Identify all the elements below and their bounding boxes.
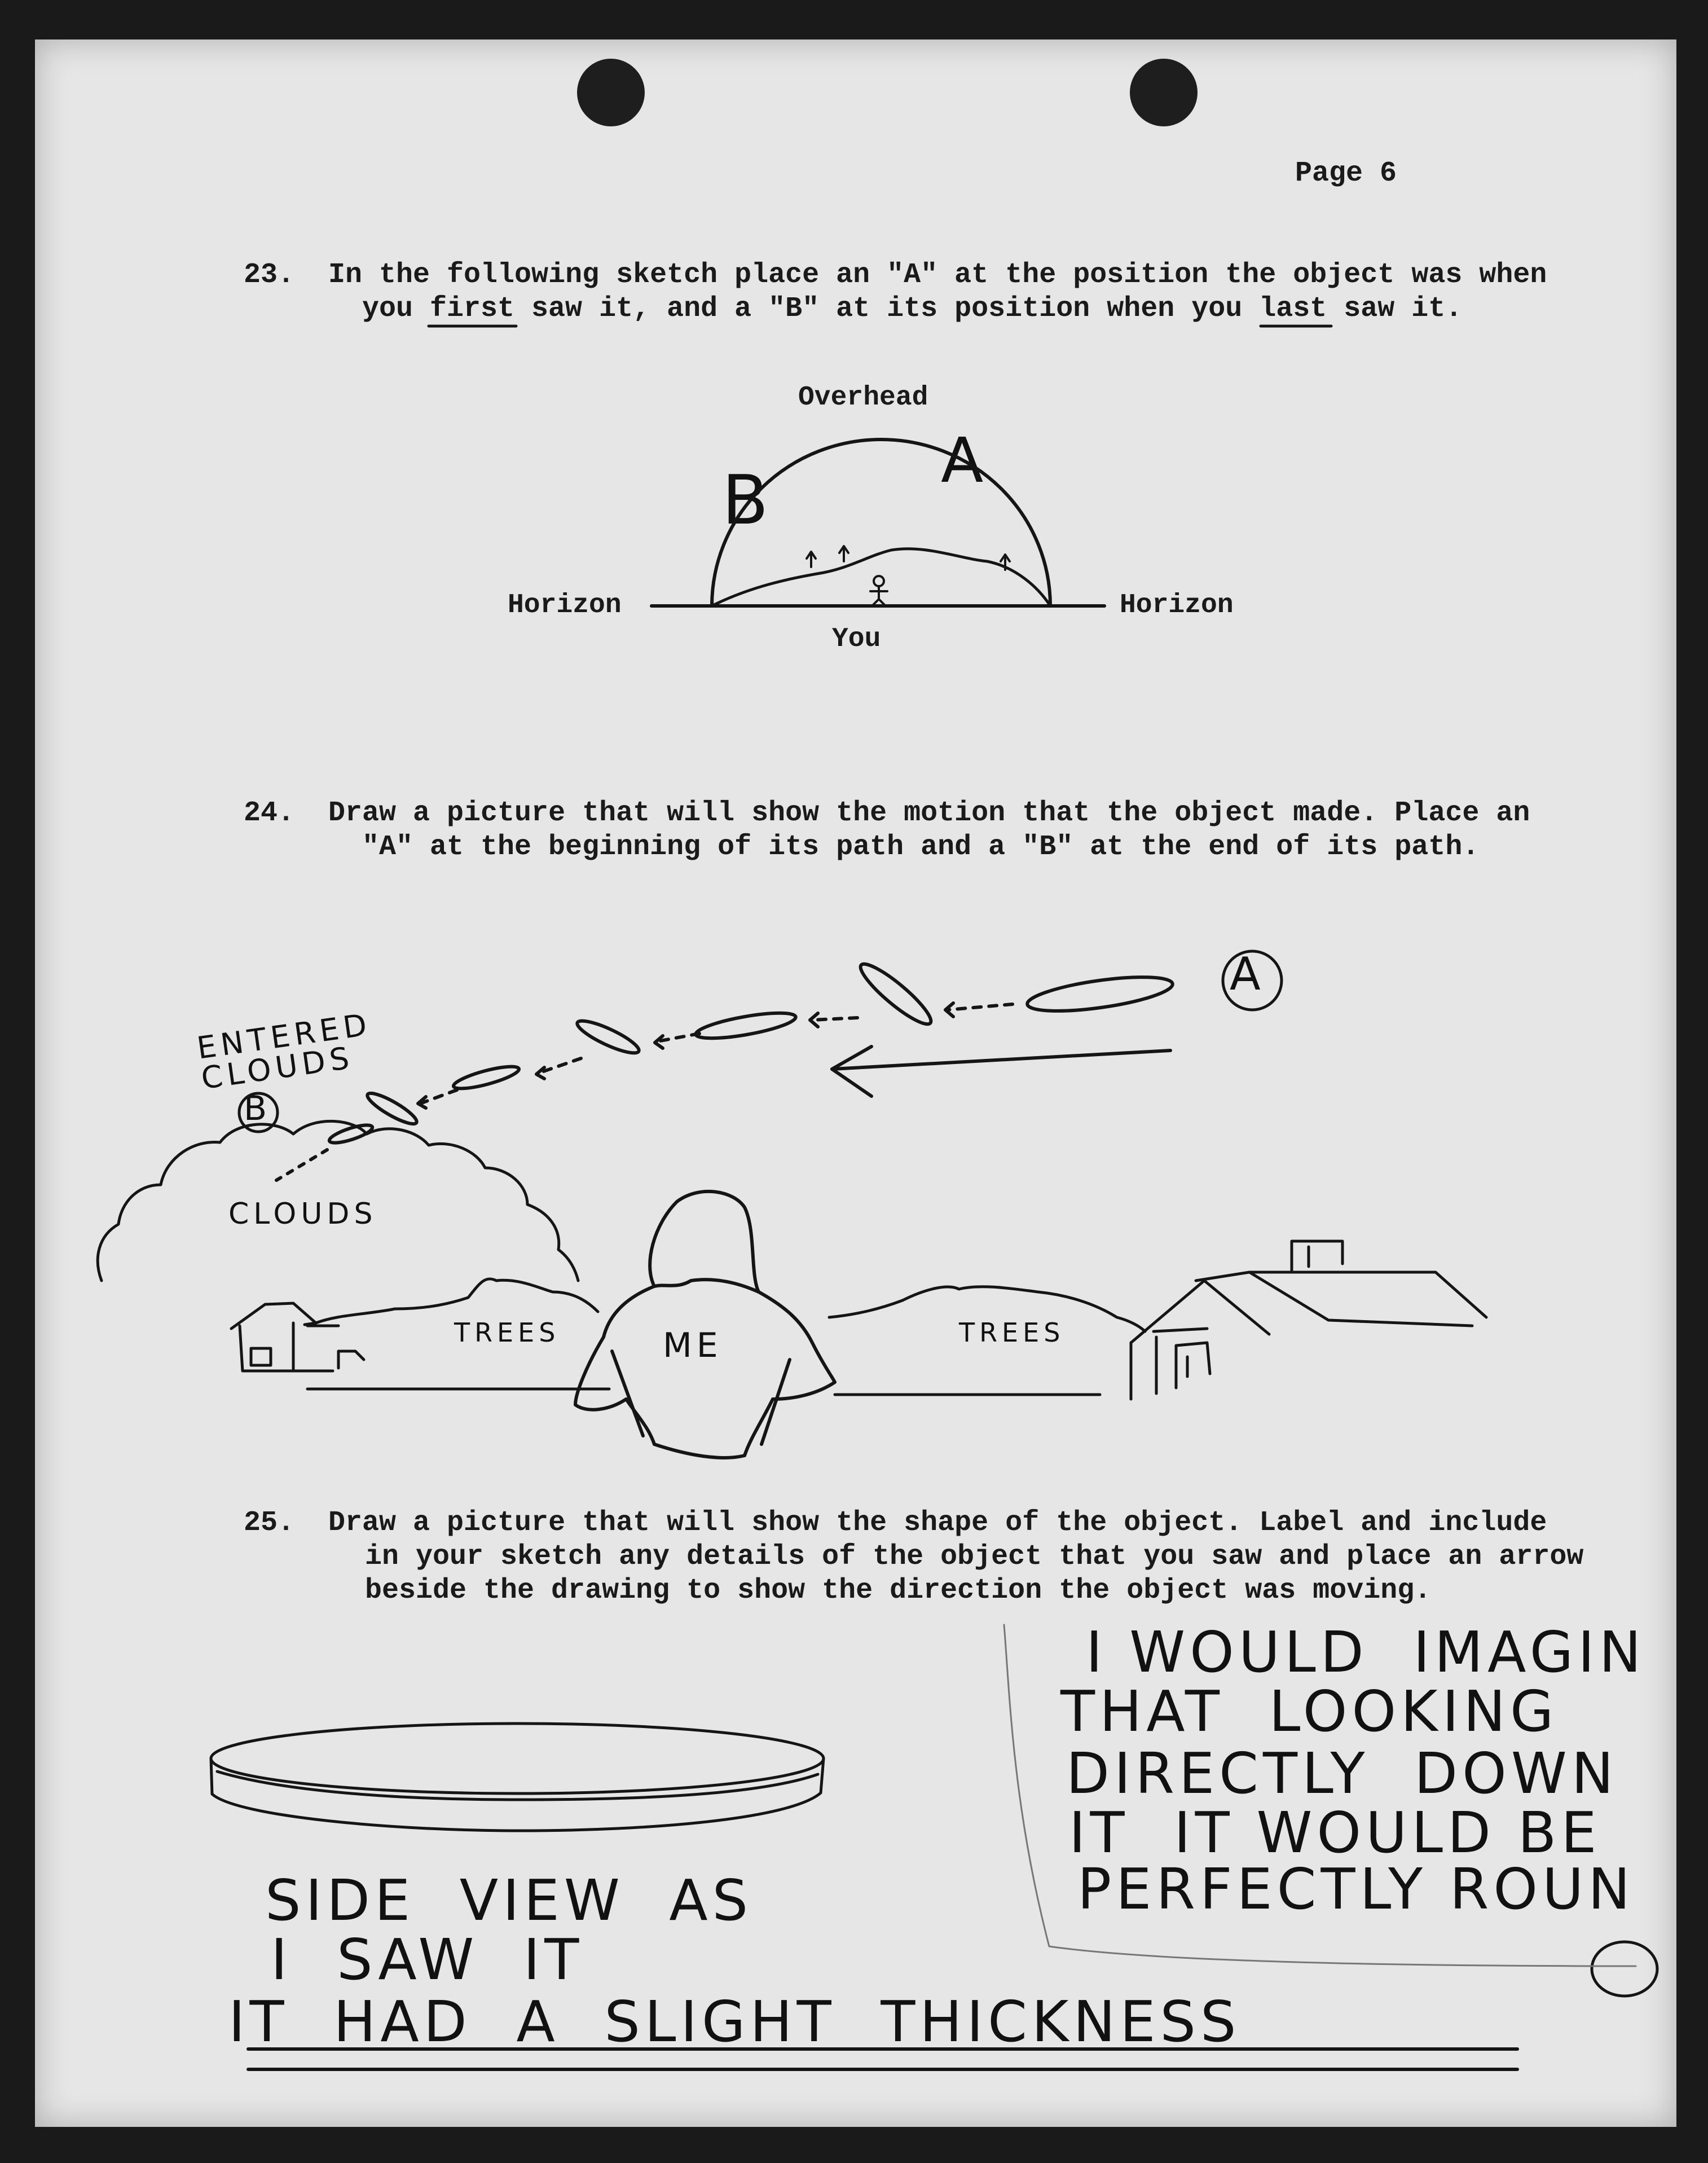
label-a-circle bbox=[1223, 951, 1282, 1010]
question-text-line: in your sketch any details of the object that you saw and place an arrow bbox=[365, 1541, 1584, 1573]
direction-arrow bbox=[832, 1050, 1170, 1069]
note-line: THAT LOOKING bbox=[1060, 1678, 1559, 1744]
flight-path bbox=[239, 951, 1282, 1180]
disc-top bbox=[211, 1724, 824, 1793]
round-shape-sketch bbox=[1592, 1942, 1657, 1996]
sky-dome-diagram bbox=[651, 439, 1104, 606]
question-text-line: "A" at the beginning of its path and a "B" at the end of its path. bbox=[362, 831, 1480, 863]
question-number: 23. bbox=[244, 259, 295, 291]
bottom-underline bbox=[248, 2049, 1517, 2069]
note-line: PERFECTLY ROUN bbox=[1077, 1856, 1635, 1922]
me-label: ME bbox=[663, 1326, 723, 1365]
mark-a-label: A bbox=[941, 424, 988, 496]
mark-b-label: B bbox=[722, 461, 773, 540]
right-houses bbox=[1131, 1241, 1486, 1399]
clouds-outline bbox=[98, 1121, 578, 1281]
question-text-line: Draw a picture that will show the motion that the object made. Place an bbox=[328, 797, 1530, 829]
object-ellipse bbox=[855, 957, 937, 1031]
question-text-line: Draw a picture that will show the shape of the object. Label and include bbox=[328, 1507, 1547, 1539]
note-border bbox=[1004, 1625, 1636, 1966]
note-line: I WOULD IMAGIN bbox=[1086, 1619, 1646, 1685]
thickness-label: IT HAD A SLIGHT THICKNESS bbox=[228, 1989, 1241, 2055]
side-view-label: SIDE VIEW AS bbox=[265, 1867, 753, 1933]
object-ellipse bbox=[1025, 970, 1174, 1018]
trees-left-label: TREES bbox=[454, 1317, 560, 1348]
entered-clouds-label: ENTERED CLOUDS bbox=[195, 1006, 373, 1097]
right-trees bbox=[829, 1287, 1145, 1395]
question-text-line: beside the drawing to show the direction the object was moving. bbox=[365, 1575, 1432, 1607]
left-house bbox=[231, 1303, 364, 1371]
left-trees bbox=[307, 1279, 609, 1389]
horizon-right-label: Horizon bbox=[1120, 590, 1234, 621]
disc-side-view bbox=[211, 1724, 824, 1831]
overhead-label: Overhead bbox=[798, 383, 928, 413]
trees-right-label: TREES bbox=[959, 1317, 1065, 1348]
you-label: You bbox=[832, 624, 881, 654]
clouds-label: CLOUDS bbox=[228, 1197, 377, 1231]
question-number: 24. bbox=[244, 797, 295, 829]
note-line: IT IT WOULD BE bbox=[1069, 1800, 1601, 1866]
page-number: Page 6 bbox=[1295, 157, 1397, 190]
label-a-circled: A bbox=[1230, 948, 1265, 1000]
me-figure bbox=[575, 1192, 835, 1458]
object-ellipse bbox=[364, 1089, 420, 1129]
sky-arc bbox=[712, 439, 1050, 606]
question-number: 25. bbox=[244, 1507, 295, 1539]
question-text-line: In the following sketch place an "A" at the position the object was when bbox=[328, 259, 1547, 291]
label-b-circled: B bbox=[244, 1089, 272, 1128]
person-icon bbox=[870, 576, 887, 606]
question-text-line: you first saw it, and a "B" at its position when you last saw it. bbox=[362, 293, 1463, 325]
object-ellipse bbox=[452, 1062, 521, 1093]
object-ellipse bbox=[574, 1015, 642, 1058]
horizon-left-label: Horizon bbox=[508, 590, 622, 621]
saw-it-label: I SAW IT bbox=[271, 1927, 584, 1993]
note-line: DIRECTLY DOWN bbox=[1066, 1740, 1618, 1806]
object-ellipse bbox=[694, 1008, 798, 1044]
